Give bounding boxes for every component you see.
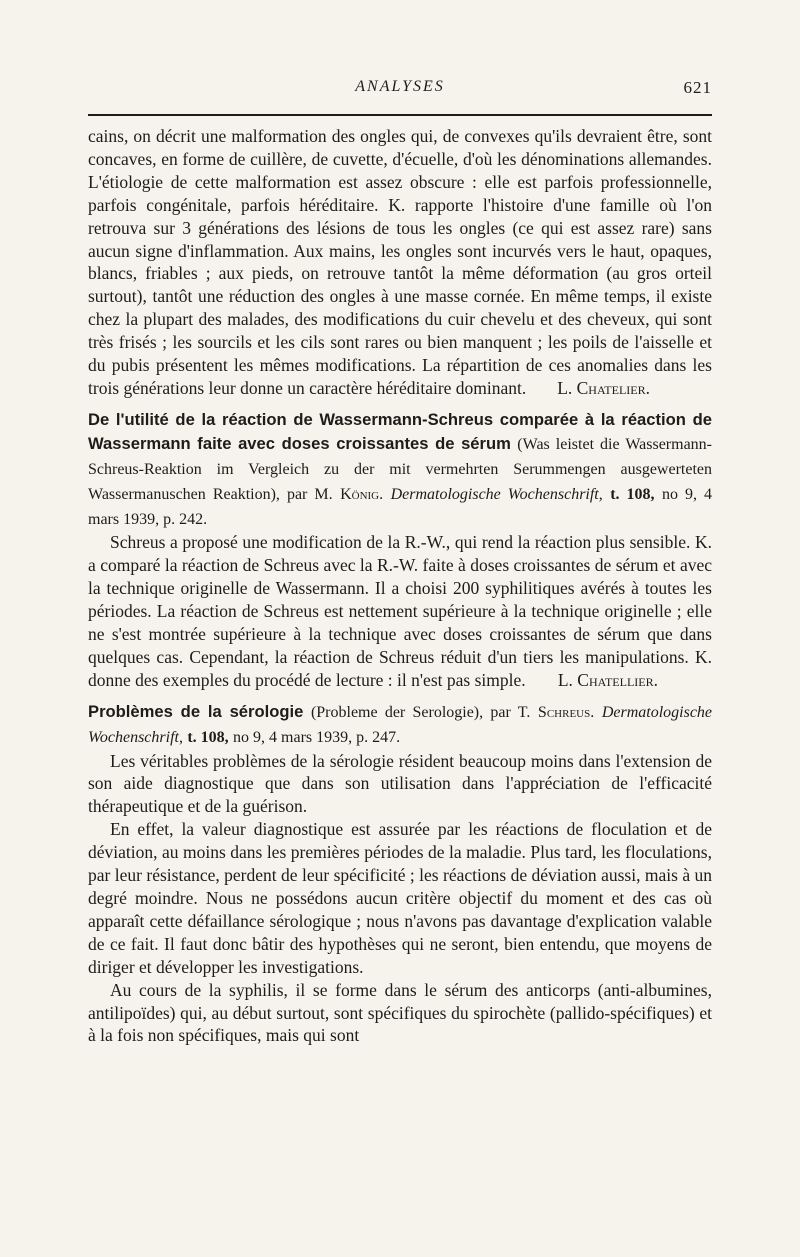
page-number: 621 <box>683 78 712 97</box>
entry3-author: Schreus. <box>537 703 595 721</box>
entry1-paragraph <box>88 125 712 400</box>
entry2-journal: Dermatologische Wochenschrift, <box>390 485 603 503</box>
entry2-volume: t. 108, <box>610 485 655 503</box>
header-rule <box>88 114 712 116</box>
running-title: ANALYSES <box>355 78 445 95</box>
entry3-paragraph-3: Au cours de la syphilis, il se forme dans le sérum des anticorps (anti-albumines, antilipoïdes) qui, au début surtout, sont spécifiques du spirochète (pallido-spécifiques) et à la fois non spécifiques, mais qui sont <box>88 979 712 1046</box>
entry3-paragraph-2: En effet, la valeur diagnostique est assurée par les réactions de floculation et de déviation, au moins dans les premières périodes de la maladie. Plus tard, les floculations, par leur résistance, perdent de leur spécificité ; les réactions de déviation aussi, mais à un degré moindre. Nous ne possédons aucun critère objectif du moment et des cas où apparaît cette défaillance sérologique ; nous n'avons pas davantage d'explication valable de ce fait. Il faut donc bâtir des hypothèses qui ne seront, bien entendu, que moyens de diriger et développer les investigations. <box>88 819 712 977</box>
entry1-signature: L. Chatelier. <box>557 377 650 398</box>
entry1-text: cains, on décrit une malformation des ongles qui, de convexes qu'ils devraient être, sont concaves, en forme de cuillère, de cuvette, d'écuelle, d'où les dénominations allemandes. L'étiologie de cette malformation est assez obscure : elle est parfois professionnelle, parfois congénitale, parfois héréditaire. K. rapporte l'histoire d'une famille où l'on retrouva sur 3 générations des lésions de tous les ongles (ce qui est assez rare) sans aucun signe d'inflammation. Aux mains, les ongles sont incurvés vers le haut, opaques, blancs, friables ; aux pieds, on retrouve tantôt la même déformation (au gros orteil surtout), tantôt une réduction des ongles à une masse cornée. En même temps, il existe chez la plupart des malades, des modifications du cuir chevelu et des cheveux, qui sont très frisés ; les sourcils et les cils sont rares ou bien manquent ; les poils de l'aisselle et du pubis présentent les mêmes modifications. La répartition de ces anomalies dans les trois générations leur donne un caractère héréditaire dominant. <box>88 126 712 398</box>
entry3-journal: Dermatologische Wochenschrift, <box>88 703 713 746</box>
entry3-paragraph-1: Les véritables problèmes de la sérologie résident beaucoup moins dans l'extension de son aide diagnostique que dans son utilisation dans l'appréciation de l'efficacité thérapeutique et de la guérison. <box>88 750 712 817</box>
entry2-original-title: (Was leistet die Wassermann-Schreus-Reaktion im Vergleich zu der mit vermehrten Serummengen ausgewerteten Wassermanuschen Reaktion), par M. <box>88 435 712 503</box>
article-body <box>88 125 712 1047</box>
entry2-author: König. <box>340 485 384 503</box>
entry2-text: Schreus a proposé une modification de la R.-W., qui rend la réaction plus sensible. K. a comparé la réaction de Schreus avec la R.-W. faite à doses croissantes de sérum et avec la technique originelle de Wassermann. Il a choisi 200 syphilitiques avérés à toutes les périodes. La réaction de Schreus est nettement supérieure à la technique originelle ; elle ne s'est montrée supérieure à la technique avec doses croissantes de sérum que dans quelques cas. Cependant, la réaction de Schreus réduit d'un tiers les manipulations. K. donne des exemples du procédé de lecture : il n'est pas simple. <box>88 532 712 690</box>
page-header <box>88 78 712 102</box>
entry3-volume: t. 108, <box>187 728 229 746</box>
entry3-heading <box>88 700 712 750</box>
entry2-paragraph <box>88 531 712 691</box>
entry2-title: De l'utilité de la réaction de Wassermann-Schreus comparée à la réaction de Wassermann faite avec doses croissantes de sérum <box>88 409 712 453</box>
entry2-signature: L. Chatellier. <box>557 669 658 690</box>
entry3-issue: no 9, 4 mars 1939, p. 247. <box>233 728 401 746</box>
entry3-title: Problèmes de la sérologie <box>88 701 304 721</box>
entry2-issue: no 9, 4 mars 1939, p. 242. <box>88 485 713 528</box>
entry2-heading <box>88 408 712 532</box>
entry3-original-title: (Probleme der Serologie), par T. <box>310 703 531 721</box>
